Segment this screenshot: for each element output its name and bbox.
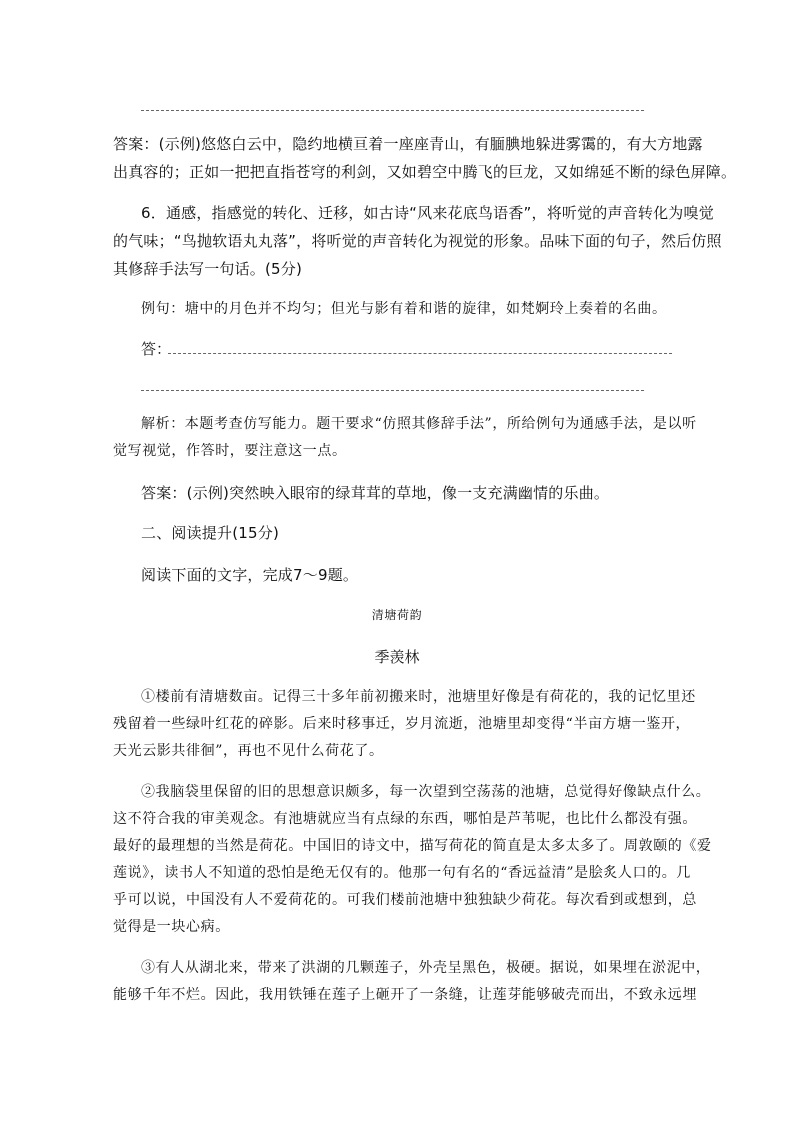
- analysis6-line2: 觉写视觉，作答时，要注意这一点。: [113, 443, 347, 459]
- question6-line1: 6．通感，指感觉的转化、迁移，如古诗“风来花底鸟语香”，将听觉的声音转化为嗅觉: [141, 204, 714, 222]
- answer6: 答案：(示例)突然映入眼帘的绿茸茸的草地，像一支充满幽情的乐曲。: [141, 484, 610, 502]
- p3-line2: 能够千年不烂。因此，我用铁锤在莲子上砸开了一条缝，让莲芽能够破壳而出，不致永远埋: [113, 987, 697, 1003]
- section2-heading: 二、阅读提升(15分): [141, 524, 279, 542]
- p3-line1: ③有人从湖北来，带来了洪湖的几颗莲子，外壳呈黑色，极硬。据说，如果埋在淤泥中，: [141, 960, 711, 976]
- answer-blank-line[interactable]: [168, 353, 672, 354]
- article-title: 清塘荷韵: [371, 608, 423, 622]
- answer5-line1: 答案：(示例)悠悠白云中，隐约地横亘着一座座青山，有腼腆地躲进雾霭的，有大方地露: [113, 135, 703, 153]
- p2-line1: ②我脑袋里保留的旧的思想意识颇多，每一次望到空荡荡的池塘，总觉得好像缺点什么。: [141, 784, 711, 800]
- analysis6-line1: 解析：本题考查仿写能力。题干要求“仿照其修辞手法”，所给例句为通感手法，是以听: [141, 416, 697, 432]
- p1-line1: ①楼前有清塘数亩。记得三十多年前初搬来时，池塘里好像是有荷花的，我的记忆里还: [141, 689, 696, 705]
- p1-line3: 天光云影共徘徊”，再也不见什么荷花了。: [113, 743, 384, 759]
- answer5-line2: 出真容的；正如一把把直指苍穹的利剑，又如碧空中腾飞的巨龙，又如绵延不断的绿色屏障。: [113, 163, 737, 181]
- example-sentence: 例句：塘中的月色并不均匀；但光与影有着和谐的旋律，如梵婀玲上奏着的名曲。: [141, 301, 667, 317]
- blank-answer-line: [141, 110, 644, 111]
- p2-line5: 乎可以说，中国没有人不爱荷花的。可我们楼前池塘中独独缺少荷花。每次看到或想到，总: [113, 892, 697, 908]
- p2-line2: 这不符合我的审美观念。有池塘就应当有点绿的东西，哪怕是芦苇呢，也比什么都没有强。: [113, 811, 697, 827]
- p1-line2: 残留着一些绿叶红花的碎影。后来时移事迁，岁月流逝，池塘里却变得“半亩方塘一鉴开，: [113, 716, 691, 732]
- answer-label: 答：: [141, 340, 172, 358]
- p2-line6: 觉得是一块心病。: [113, 919, 230, 935]
- article-author: 季羡林: [374, 648, 420, 666]
- answer-blank-line-2[interactable]: [141, 390, 644, 391]
- p2-line4: 莲说》，读书人不知道的恐怕是绝无仅有的。他那一句有名的“香远益清”是脍炙人口的。几: [113, 865, 691, 881]
- question6-line2: 的气味；“鸟抛软语丸丸落”，将听觉的声音转化为视觉的形象。品味下面的句子，然后仿照: [113, 232, 722, 250]
- section2-instruction: 阅读下面的文字，完成7～9题。: [141, 566, 359, 584]
- question6-line3: 其修辞手法写一句话。(5分): [113, 260, 303, 278]
- p2-line3: 最好的最理想的当然是荷花。中国旧的诗文中，描写荷花的简直是太多太多了。周敦颐的《爱: [113, 838, 712, 854]
